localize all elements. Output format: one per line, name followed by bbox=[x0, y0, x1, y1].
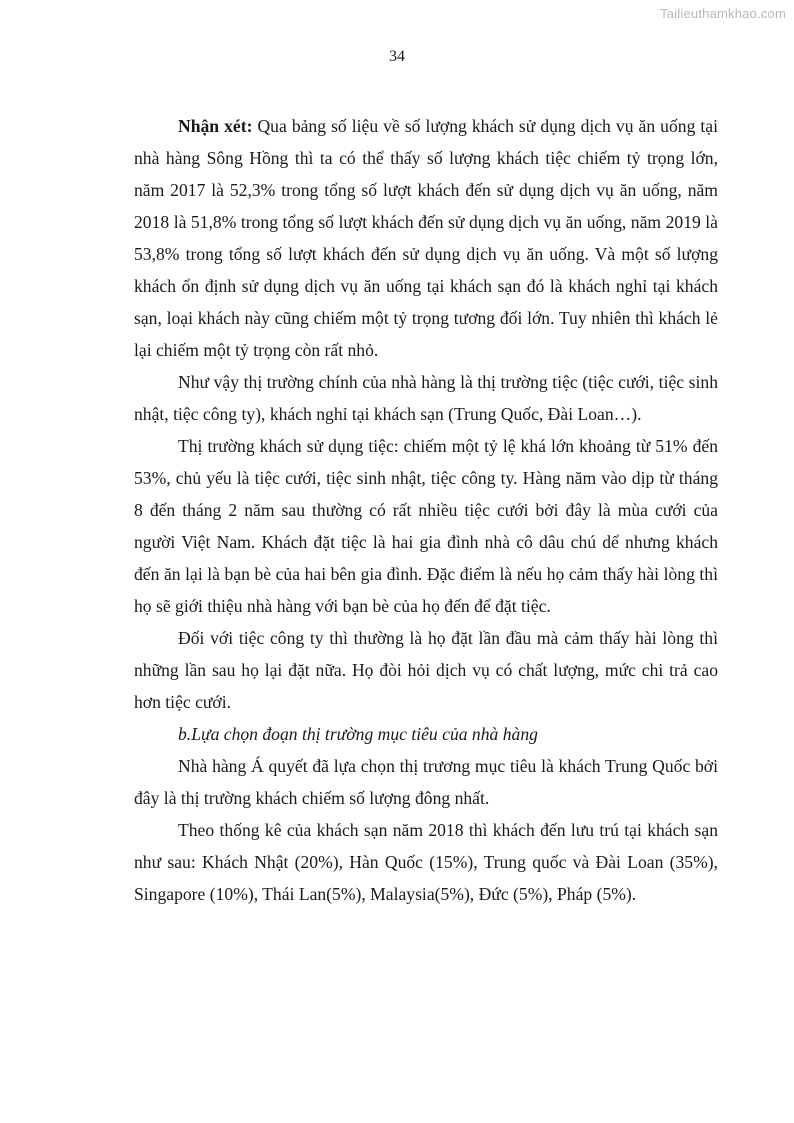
remarks-label: Nhận xét: bbox=[178, 116, 253, 136]
paragraph-target-market: Nhà hàng Á quyết đã lựa chọn thị trương mục tiêu là khách Trung Quốc bởi đây là thị trường khách chiếm số lượng đông nhất. bbox=[134, 756, 718, 808]
paragraph-party-market: Thị trường khách sử dụng tiệc: chiếm một tỷ lệ khá lớn khoảng từ 51% đến 53%, chủ yếu là tiệc cưới, tiệc sinh nhật, tiệc công ty. Hàng năm vào dịp từ tháng 8 đến tháng 2 năm sau thường có rất nhiều tiệc cưới bởi đây là mùa cưới của người Việt Nam. Khách đặt tiệc là hai gia đình nhà cô dâu chú dể nhưng khách đến ăn lại là bạn bè của hai bên gia đình. Đặc điểm là nếu họ cảm thấy hài lòng thì họ sẽ giới thiệu nhà hàng với bạn bè của họ đến để đặt tiệc. bbox=[134, 436, 718, 616]
paragraph-remarks bbox=[134, 110, 718, 366]
page-number: 34 bbox=[389, 48, 405, 65]
section-heading: b.Lựa chọn đoạn thị trường mục tiêu của nhà hàng bbox=[178, 724, 538, 744]
paragraph-company-party: Đối với tiệc công ty thì thường là họ đặt lần đầu mà cảm thấy hài lòng thì những lần sau họ lại đặt nữa. Họ đòi hỏi dịch vụ có chất lượng, mức chi trả cao hơn tiệc cưới. bbox=[134, 628, 718, 712]
watermark: Tailieuthamkhao.com bbox=[660, 6, 786, 21]
paragraph-guest-statistics: Theo thống kê của khách sạn năm 2018 thì khách đến lưu trú tại khách sạn như sau: Khách Nhật (20%), Hàn Quốc (15%), Trung quốc và Đài Loan (35%), Singapore (10%), Thái Lan(5%), Malaysia(5%), Đức (5%), Pháp (5%). bbox=[134, 820, 718, 904]
remarks-text: Qua bảng số liệu về số lượng khách sử dụng dịch vụ ăn uống tại nhà hàng Sông Hồng thì ta có thể thấy số lượng khách tiệc chiếm tỷ trọng lớn, năm 2017 là 52,3% trong tổng số lượt khách đến sử dụng dịch vụ ăn uống, năm 2018 là 51,8% trong tổng số lượt khách đến sử dụng dịch vụ ăn uống, năm 2019 là 53,8% trong tổng số lượt khách đến sử dụng dịch vụ ăn uống. Và một số lượng khách ổn định sử dụng dịch vụ ăn uống tại khách sạn đó là khách nghỉ tại khách sạn, loại khách này cũng chiếm một tỷ trọng tương đối lớn. Tuy nhiên thì khách lẻ lại chiếm một tỷ trọng còn rất nhỏ. bbox=[134, 116, 718, 360]
document-body bbox=[134, 110, 718, 910]
paragraph-main-market: Như vậy thị trường chính của nhà hàng là thị trường tiệc (tiệc cưới, tiệc sinh nhật, tiệc công ty), khách nghỉ tại khách sạn (Trung Quốc, Đài Loan…). bbox=[134, 372, 718, 424]
